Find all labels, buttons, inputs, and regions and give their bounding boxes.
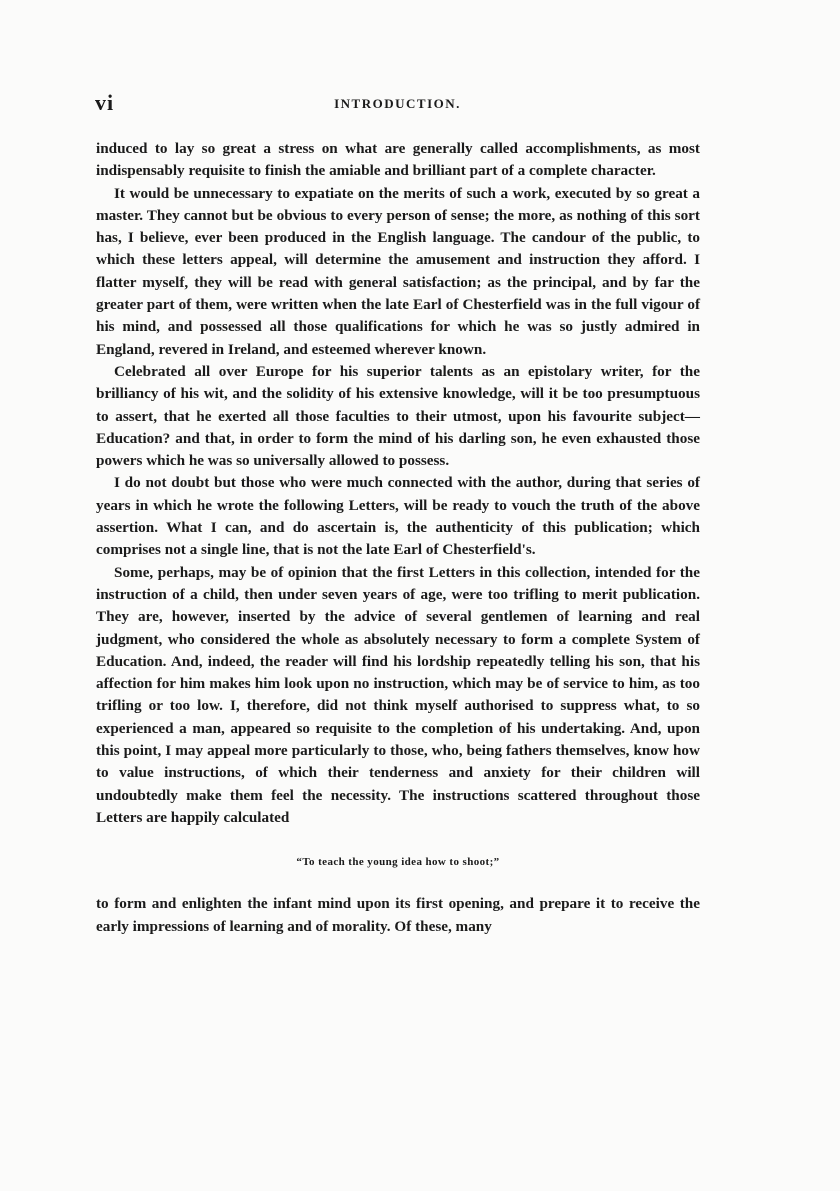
- paragraph-continued: induced to lay so great a stress on what are generally called accomplishments, as most indispensably requisite to finish the amiable and brilliant part of a complete character.: [96, 140, 700, 180]
- paragraph: Celebrated all over Europe for his superior talents as an epistolary writer, for the brilliancy of his wit, and the solidity of his extensive knowledge, will it be too presumptuous to assert, that he exerted all those faculties to their utmost, upon his favourite subject—Education? and that, in order to form the mind of his darling son, he even exhausted those powers which he was so universally allowed to possess.: [96, 362, 700, 470]
- running-head: INTRODUCTION.: [334, 96, 461, 111]
- page-header: [95, 90, 700, 118]
- page-number: vi: [95, 90, 115, 115]
- paragraph: I do not doubt but those who were much connected with the author, during that series of years in which he wrote the following Letters, will be ready to vouch the truth of the above assertion. What I can, and do ascertain is, the authenticity of this publication; which comprises not a single line, that is not the late Earl of Chesterfield's.: [96, 474, 700, 559]
- body-text: [96, 138, 700, 938]
- paragraph-closing: to form and enlighten the infant mind upon its first opening, and prepare it to receive the early impressions of learning and of morality. Of these, many: [96, 895, 700, 935]
- paragraph: It would be unnecessary to expatiate on the merits of such a work, executed by so great a master. They cannot but be obvious to every person of sense; the more, as nothing of this sort has, I believe, ever been produced in the English language. The candour of the public, to which these letters appeal, will determine the amusement and instruction they afford. I flatter myself, they will be read with general satisfaction; as the principal, and by far the greater part of them, were written when the late Earl of Chesterfield was in the full vigour of his mind, and possessed all those qualifications for which he was so justly admired in England, revered in Ireland, and esteemed wherever known.: [96, 184, 700, 358]
- block-quote: “To teach the young idea how to shoot;”: [296, 856, 500, 869]
- paragraph: Some, perhaps, may be of opinion that the first Letters in this collection, intended for the instruction of a child, then under seven years of age, were too trifling to merit publication. They are, however, inserted by the advice of several gentlemen of learning and real judgment, who considered the whole as absolutely necessary to form a complete System of Education. And, indeed, the reader will find his lordship repeatedly telling his son, that his affection for him makes him look upon no instruction, which may be of service to him, as too trifling or too low. I, therefore, did not think myself authorised to suppress what, to so experienced a man, appeared so requisite to the completion of his undertaking. And, upon this point, I may appeal more particularly to those, who, being fathers themselves, know how to value instructions, of which their tenderness and anxiety for their children will undoubtedly make them feel the necessity. The instructions scattered throughout those Letters are happily calculated: [96, 563, 700, 826]
